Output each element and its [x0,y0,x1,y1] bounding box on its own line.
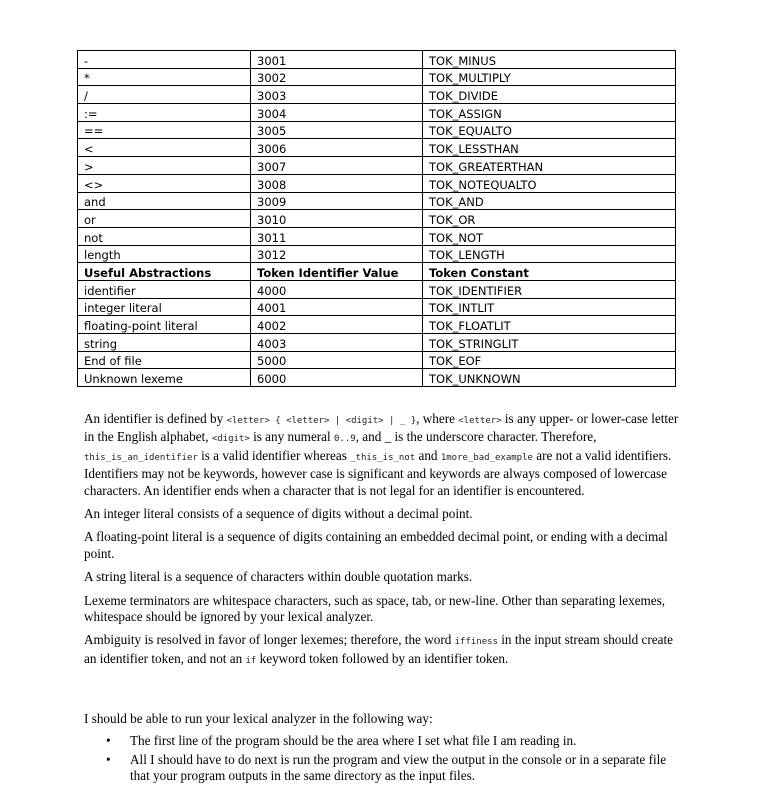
code-run: <letter> [458,416,502,426]
constant-cell: TOK_MINUS [423,51,676,69]
constant-cell: TOK_EOF [423,351,676,369]
run-intro: I should be able to run your lexical analyzer in the following way: [84,711,433,726]
text-run: keyword token followed by an identifier token. [256,650,509,666]
lexeme-cell: string [78,334,251,352]
list-item [106,733,684,749]
text-run: , where [416,411,459,426]
constant-cell: TOK_MULTIPLY [423,68,676,86]
token-table [77,50,676,387]
lexeme-cell: End of file [78,351,251,369]
value-cell: 3010 [251,210,423,228]
table-row [78,298,676,316]
list-item-text: All I should have to do next is run the program and view the output in the console or in a separate file that your program outputs in the same directory as the input files. [130,751,667,784]
constant-cell: TOK_ASSIGN [423,104,676,122]
lexeme-cell: * [78,68,251,86]
table-row [78,192,676,210]
lexeme-cell: < [78,139,251,157]
constant-cell: TOK_INTLIT [423,298,676,316]
text-run: An identifier is defined by [84,411,227,426]
table-row [78,316,676,334]
constant-cell: TOK_NOTEQUALTO [423,174,676,192]
text-run: is a valid identifier whereas [197,447,351,463]
constant-cell: TOK_IDENTIFIER [423,280,676,298]
table-row [78,227,676,245]
text-run: and [415,447,441,463]
lexeme-cell: not [78,227,251,245]
run-instructions [84,711,684,787]
value-cell: 4000 [251,280,423,298]
code-run: iffiness [454,637,498,648]
constant-cell: TOK_OR [423,210,676,228]
ambiguity-paragraph [84,632,684,669]
table-row [78,351,676,369]
value-cell: 3004 [251,104,423,122]
code-run: _this_is_not [350,452,416,463]
text-run: is any upper- or lower-case letter in the English alphabet, [84,411,679,445]
constant-cell: TOK_DIVIDE [423,86,676,104]
value-cell: 4003 [251,334,423,352]
text-run: is any numeral [249,429,334,445]
value-cell: 6000 [251,369,423,387]
table-row [78,369,676,387]
text-run: are not a valid identifiers. Identifiers may not be keywords, however case is significant and keywords are always composed of lowercase characters. An identifier ends when a character that is not legal for an identifier is encountered. [84,447,672,498]
string-paragraph: A string literal is a sequence of characters within double quotation marks. [84,569,473,585]
constant-cell: TOK_AND [423,192,676,210]
value-cell: 3008 [251,174,423,192]
value-cell: 3007 [251,157,423,175]
table-row [78,86,676,104]
value-cell: 3005 [251,121,423,139]
table-row [78,210,676,228]
text-run: Ambiguity is resolved in favor of longer lexemes; therefore, the word [84,632,455,648]
table-row [78,68,676,86]
lexeme-cell: length [78,245,251,263]
constant-cell: TOK_LESSTHAN [423,139,676,157]
lexeme-cell: floating-point literal [78,316,251,334]
constant-cell: TOK_NOT [423,227,676,245]
lexeme-cell: Unknown lexeme [78,369,251,387]
list-item [106,751,684,785]
lexeme-cell: - [78,51,251,69]
lexeme-cell: and [78,192,251,210]
lexeme-cell: > [78,157,251,175]
table-row [78,174,676,192]
list-item-text: The first line of the program should be the area where I set what file I am reading in. [130,733,577,749]
bullet-list [84,733,684,784]
value-cell: 4001 [251,298,423,316]
bullet-icon: • [106,751,111,767]
bullet-icon: • [106,733,111,749]
value-cell: 3002 [251,68,423,86]
table-header-row [78,263,676,281]
constant-cell: TOK_STRINGLIT [423,334,676,352]
code-run: 1more_bad_example [440,452,533,463]
constant-cell: TOK_LENGTH [423,245,676,263]
value-cell: 4002 [251,316,423,334]
value-cell: 3003 [251,86,423,104]
constant-cell: TOK_UNKNOWN [423,369,676,387]
terminators-paragraph: Lexeme terminators are whitespace characters, such as space, tab, or new-line. Other than separating lexemes, whitespace should be ignored by your lexical analyzer. [84,592,666,625]
value-cell: 5000 [251,351,423,369]
lexeme-cell: := [78,104,251,122]
float-paragraph: A floating-point literal is a sequence of digits containing an embedded decimal point, or ending with a decimal point. [84,529,668,561]
text-run: , and _ is the underscore character. Therefore, [355,429,597,445]
constant-cell: TOK_FLOATLIT [423,316,676,334]
table-row [78,139,676,157]
table-row [78,245,676,263]
code-run: if [245,655,257,666]
header-cell: Useful Abstractions [78,263,251,281]
table-row [78,104,676,122]
constant-cell: TOK_GREATERTHAN [423,157,676,175]
table-row [78,334,676,352]
value-cell: 3009 [251,192,423,210]
value-cell: 3006 [251,139,423,157]
constant-cell: TOK_EQUALTO [423,121,676,139]
lexeme-cell: integer literal [78,298,251,316]
identifier-paragraph [84,411,684,499]
integer-paragraph: An integer literal consists of a sequence of digits without a decimal point. [84,506,473,522]
header-cell: Token Identifier Value [251,263,423,281]
table-row [78,51,676,69]
value-cell: 3011 [251,227,423,245]
lexeme-cell: / [78,86,251,104]
code-run: <digit> [211,434,250,445]
value-cell: 3012 [251,245,423,263]
header-cell: Token Constant [423,263,676,281]
table-row [78,280,676,298]
value-cell: 3001 [251,51,423,69]
lexeme-cell: or [78,210,251,228]
code-run: this_is_an_identifier [84,452,198,463]
lexeme-cell: identifier [78,280,251,298]
text-run: in the input stream should create an identifier token, and not an [84,632,674,666]
code-run: <letter> { <letter> | <digit> | _ } [226,416,417,426]
lexeme-cell: <> [78,174,251,192]
table-row [78,157,676,175]
definitions-section [84,411,684,676]
table-row [78,121,676,139]
lexeme-cell: == [78,121,251,139]
code-run: 0..9 [334,434,356,445]
